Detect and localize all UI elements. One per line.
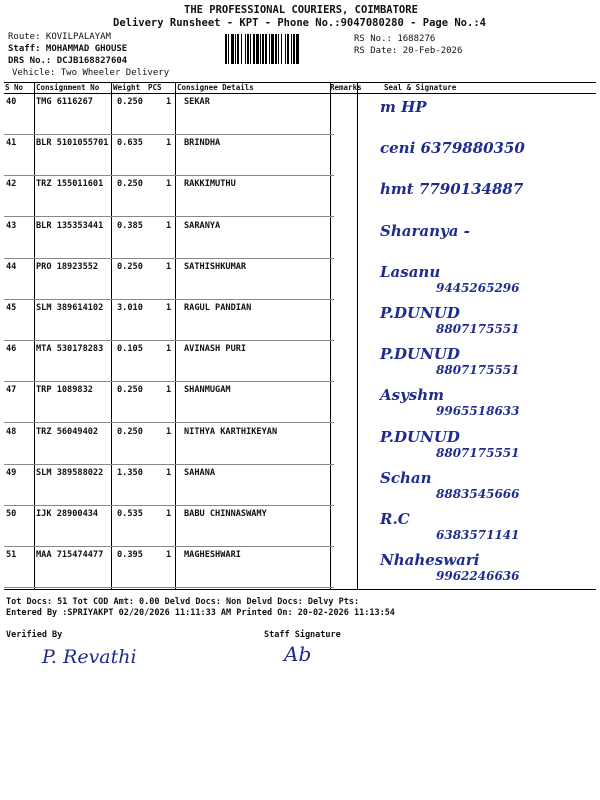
row-consignment: IJK 28900434: [36, 509, 99, 519]
row-sno: 41: [6, 138, 17, 149]
company-title: THE PROFESSIONAL COURIERS, COIMBATORE: [184, 4, 418, 16]
row-phone: 8807175551: [436, 445, 520, 460]
staff-signature: Ab: [284, 642, 312, 666]
row-pcs: 1: [166, 303, 172, 313]
row-sno: 48: [6, 426, 17, 437]
row-phone: 8807175551: [436, 322, 520, 336]
row-consignee: SARANYA: [184, 220, 221, 231]
row-divider: [4, 587, 334, 588]
row-pcs: 1: [166, 509, 172, 519]
row-sno: 47: [6, 385, 17, 396]
row-pcs: 1: [166, 467, 172, 478]
col-weight: Weight: [113, 83, 141, 92]
table-row: [4, 94, 594, 135]
table-row: [4, 259, 594, 300]
row-consignment: SLM 389588022: [36, 467, 104, 478]
row-consignee: SHANMUGAM: [184, 385, 231, 396]
row-sno: 42: [6, 179, 17, 190]
col-seal-signature: Seal & Signature: [384, 83, 457, 92]
table-row: [4, 300, 594, 341]
col-consignment: Consignment No: [36, 83, 100, 92]
staff-label: Staff: MOHAMMAD GHOUSE: [8, 44, 128, 54]
drs-number: DRS No.: DCJB168827604: [8, 56, 128, 66]
row-pcs: 1: [166, 261, 172, 272]
route-label: Route: KOVILPALAYAM: [8, 32, 111, 42]
row-consignment: TRZ 56049402: [36, 426, 99, 437]
row-weight: 0.635: [117, 138, 143, 149]
row-pcs: 1: [166, 426, 172, 437]
table-row: [4, 176, 594, 217]
row-consignment: TRP 1089832: [36, 385, 93, 396]
row-signature: P.DUNUD: [380, 345, 460, 364]
row-signature: m HP: [380, 98, 427, 116]
row-signature: Asyshm: [380, 386, 445, 405]
runsheet-subtitle: Delivery Runsheet - KPT - Phone No.:9047080280 - Page No.:4: [113, 17, 486, 29]
row-weight: 0.105: [117, 344, 143, 355]
row-phone: 9965518633: [436, 404, 520, 419]
row-sno: 45: [6, 303, 17, 313]
verified-by-label: Verified By: [6, 630, 63, 640]
row-consignment: TMG 6116267: [36, 97, 93, 107]
row-consignee: MAGHESHWARI: [184, 550, 241, 561]
row-pcs: 1: [166, 138, 172, 149]
table-row: [4, 135, 594, 176]
row-consignment: MAA 715474477: [36, 550, 104, 561]
row-signature: Sharanya -: [380, 221, 470, 240]
row-weight: 0.535: [117, 509, 143, 519]
table-row: [4, 218, 594, 259]
col-remarks: Remarks: [330, 83, 362, 92]
row-signature: R.C: [380, 510, 410, 528]
table-row: [4, 341, 594, 382]
row-weight: 0.250: [117, 385, 143, 396]
row-consignee: AVINASH PURI: [184, 344, 247, 355]
col-pcs: PCS: [148, 83, 162, 92]
row-pcs: 1: [166, 550, 172, 561]
row-pcs: 1: [166, 179, 172, 190]
row-sno: 40: [6, 97, 17, 107]
row-signature: Schan: [380, 468, 432, 487]
entered-by-line: Entered By :SPRIYAKPT 02/20/2026 11:11:33 AM Printed On: 20-02-2026 11:13:54: [6, 608, 395, 618]
row-consignee: SAHANA: [184, 467, 216, 478]
row-phone: 9445265296: [436, 280, 520, 295]
table-row: [4, 465, 594, 506]
row-pcs: 1: [166, 97, 172, 107]
row-consignee: RAGUL PANDIAN: [184, 303, 252, 313]
row-weight: 0.250: [117, 426, 143, 437]
table-row: [4, 547, 594, 588]
row-weight: 1.350: [117, 467, 143, 478]
row-pcs: 1: [166, 344, 172, 355]
row-sno: 51: [6, 550, 17, 561]
row-sno: 46: [6, 344, 17, 355]
row-weight: 0.250: [117, 261, 143, 272]
barcode: [225, 34, 350, 64]
table-row: [4, 506, 594, 547]
totals-line: Tot Docs: 51 Tot COD Amt: 0.00 Delvd Docs: Non Delvd Docs: Delvy Pts:: [6, 597, 360, 607]
row-sno: 49: [6, 467, 17, 478]
row-signature: P.DUNUD: [380, 304, 460, 322]
row-consignee: SATHISHKUMAR: [184, 261, 247, 272]
table-row: [4, 382, 594, 423]
col-consignee: Consignee Details: [177, 83, 254, 92]
row-signature: P.DUNUD: [380, 427, 460, 446]
row-signature: Lasanu: [380, 262, 441, 281]
row-sno: 43: [6, 220, 17, 231]
row-phone: 8883545666: [436, 486, 520, 501]
row-consignee: RAKKIMUTHU: [184, 179, 236, 190]
row-consignee: SEKAR: [184, 97, 210, 107]
row-weight: 0.385: [117, 220, 143, 231]
row-consignment: PRO 18923552: [36, 261, 99, 272]
row-signature: ceni 6379880350: [380, 139, 525, 158]
row-consignee: NITHYA KARTHIKEYAN: [184, 426, 278, 437]
row-phone: 8807175551: [436, 363, 520, 378]
row-consignment: MTA 530178283: [36, 344, 104, 355]
row-phone: 9962246636: [436, 569, 520, 584]
row-sno: 50: [6, 509, 17, 519]
row-consignment: BLR 5101055701: [36, 138, 109, 149]
table-row: [4, 424, 594, 465]
row-weight: 0.250: [117, 179, 143, 190]
rs-number: RS No.: 1688276: [354, 34, 436, 44]
row-pcs: 1: [166, 220, 172, 231]
rs-date: RS Date: 20-Feb-2026: [354, 46, 463, 56]
row-signature: hmt 7790134887: [380, 180, 524, 199]
verified-signature: P. Revathi: [42, 646, 137, 668]
row-signature: Nhaheswari: [380, 551, 480, 570]
row-pcs: 1: [166, 385, 172, 396]
row-consignee: BRINDHA: [184, 138, 221, 149]
vehicle-label: Vehicle: Two Wheeler Delivery: [12, 68, 170, 78]
col-sno: S No: [5, 83, 24, 92]
row-weight: 0.395: [117, 550, 143, 561]
row-consignment: SLM 389614102: [36, 303, 104, 313]
row-consignee: BABU CHINNASWAMY: [184, 509, 267, 519]
row-consignment: TRZ 155011601: [36, 179, 104, 190]
row-phone: 6383571141: [436, 528, 520, 542]
row-consignment: BLR 135353441: [36, 220, 104, 231]
row-weight: 3.010: [117, 303, 143, 313]
staff-signature-label: Staff Signature: [264, 630, 341, 640]
row-sno: 44: [6, 261, 17, 272]
row-weight: 0.250: [117, 97, 143, 107]
